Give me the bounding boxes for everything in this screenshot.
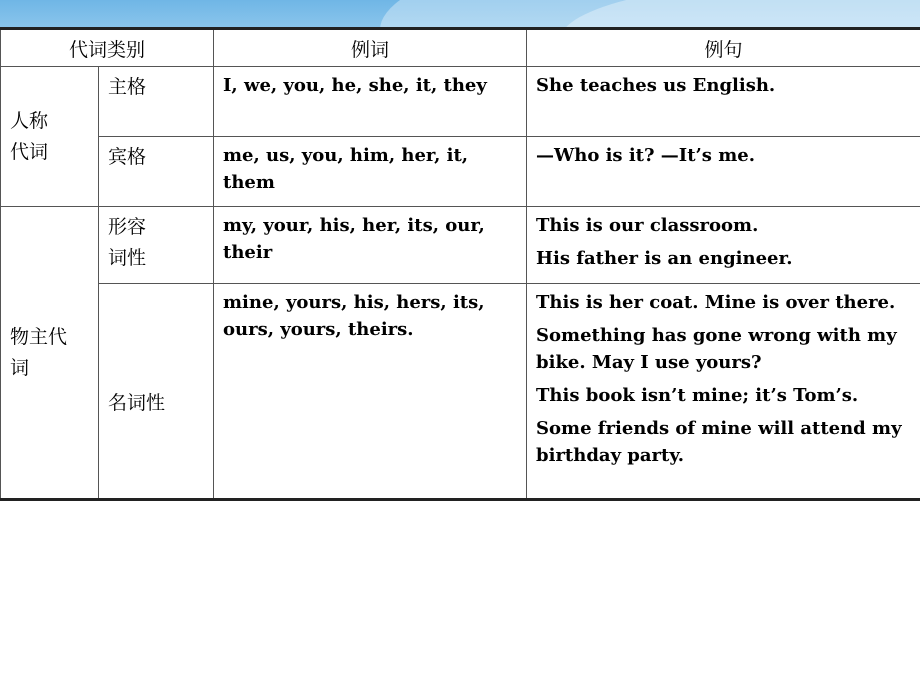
table-row (1, 137, 920, 207)
category-personal (1, 67, 99, 207)
table-row (1, 207, 920, 284)
header-category: 代词类别 (1, 29, 214, 67)
pronoun-table (0, 27, 920, 501)
example-sentences (527, 284, 920, 500)
example-sentence: Something has gone wrong with my bike. May I use yours? (536, 325, 897, 373)
table-row (1, 284, 920, 500)
example-words: my, your, his, her, its, our, their (214, 207, 527, 284)
example-words: mine, yours, his, hers, its, ours, yours, theirs. (214, 284, 527, 500)
case-adjectival (99, 207, 214, 284)
case-label: 形容 (108, 216, 147, 238)
example-sentences (527, 137, 920, 207)
example-sentences (527, 67, 920, 137)
example-sentence: This is our classroom. (536, 215, 759, 236)
table-row (1, 67, 920, 137)
case-label: 词性 (108, 247, 147, 269)
category-possessive (1, 207, 99, 500)
case-objective: 宾格 (99, 137, 214, 207)
example-sentence: This book isn’t mine; it’s Tom’s. (536, 385, 859, 406)
example-sentence: —Who is it? —It’s me. (536, 145, 755, 166)
example-sentence: This is her coat. Mine is over there. (536, 292, 896, 313)
example-sentence: Some friends of mine will attend my birthday party. (536, 418, 902, 466)
example-sentences (527, 207, 920, 284)
example-sentence: His father is an engineer. (536, 248, 793, 269)
category-label: 词 (10, 356, 30, 379)
case-nominative: 主格 (99, 67, 214, 137)
category-label: 代词 (10, 140, 49, 163)
header-words: 例词 (214, 29, 527, 67)
header-examples: 例句 (527, 29, 920, 67)
category-label: 人称 (10, 109, 49, 132)
case-nominal: 名词性 (99, 284, 214, 500)
example-words: I, we, you, he, she, it, they (214, 67, 527, 137)
example-sentence: She teaches us English. (536, 75, 776, 96)
category-label: 物主代 (10, 325, 68, 348)
example-words: me, us, you, him, her, it, them (214, 137, 527, 207)
header-row (1, 29, 920, 67)
